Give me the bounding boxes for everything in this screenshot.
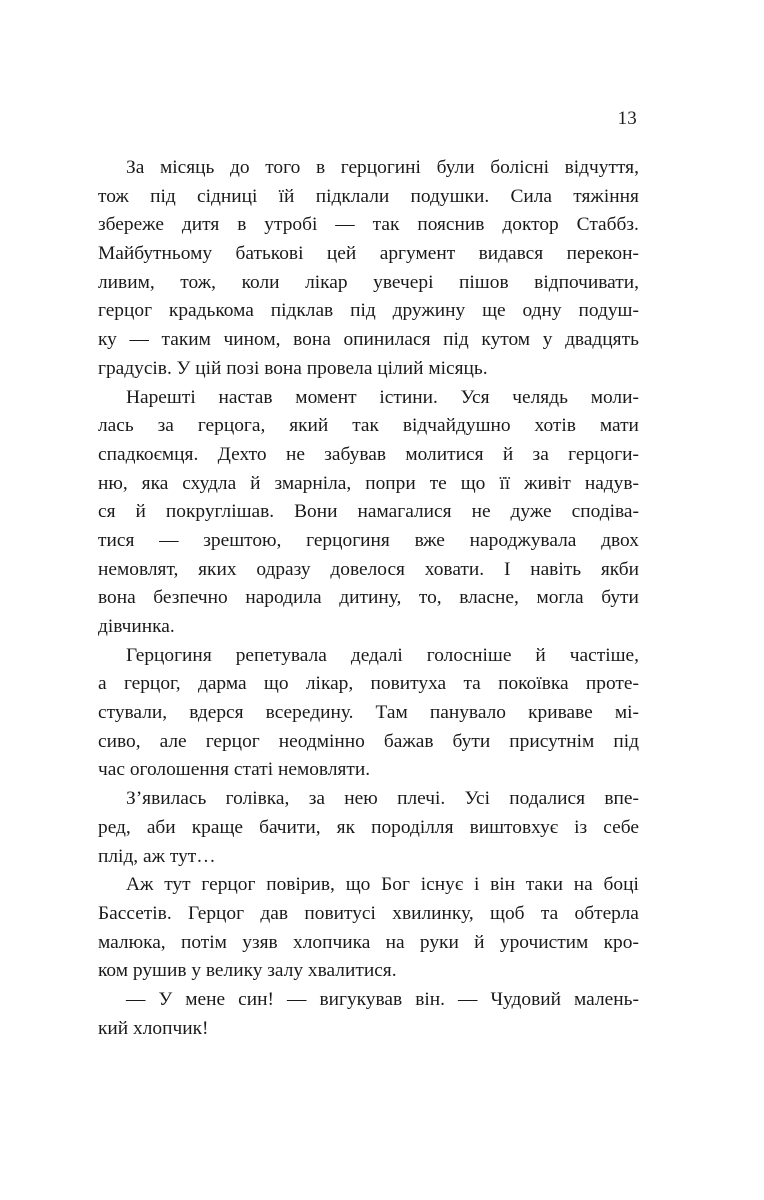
text-line: ред, аби краще бачити, як породілля виштовхує із себе	[98, 816, 639, 838]
text-line: Майбутньому батькові цей аргумент видався перекон-	[98, 243, 639, 265]
text-line: ню, яка схудла й змарніла, попри те що її живіт надув-	[98, 472, 639, 494]
text-line: Аж тут герцог повірив, що Бог існує і він таки на боці	[126, 874, 639, 896]
text-line: кий хлопчик!	[98, 1017, 209, 1039]
text-line: дівчинка.	[98, 616, 175, 637]
text-line: — У мене син! — вигукував він. — Чудовий малень-	[126, 988, 639, 1010]
text-line: Герцогиня репетувала дедалі голосніше й частіше,	[126, 644, 639, 666]
text-line: ком рушив у велику залу хвалитися.	[98, 960, 397, 982]
paragraph	[98, 384, 639, 642]
paragraph	[98, 785, 639, 871]
text-line: немовлят, яких одразу довелося ховати. І навіть якби	[98, 558, 639, 580]
text-line: Нарешті настав момент істини. Уся челядь моли-	[126, 386, 639, 408]
text-line: герцог крадькома підклав під дружину ще одну подуш-	[98, 300, 639, 322]
text-line: лась за герцога, який так відчайдушно хотів мати	[98, 415, 639, 437]
text-line: Бассетів. Герцог дав повитусі хвилинку, щоб та обтерла	[98, 902, 639, 924]
text-line: ся й покруглішав. Вони намагалися не дуже сподіва-	[98, 501, 639, 523]
text-line: ку — таким чином, вона опинилася під кутом у двадцять	[98, 329, 639, 351]
text-line: час оголошення статі немовляти.	[98, 759, 371, 781]
paragraph	[98, 871, 639, 986]
body-text-block	[98, 154, 639, 1043]
text-line: вона безпечно народила дитину, то, власне, могла бути	[98, 587, 639, 609]
text-line: градусів. У цій позі вона провела цілий місяць.	[98, 357, 488, 379]
text-line: а герцог, дарма що лікар, повитуха та покоївка проте-	[98, 673, 639, 695]
text-line: тися — зрештою, герцогиня вже народжувала двох	[98, 529, 639, 551]
paragraph	[98, 986, 639, 1043]
text-line: плід, аж тут…	[98, 845, 216, 867]
text-line: спадкоємця. Дехто не забував молитися й за герцоги-	[98, 443, 639, 465]
page-number: 13	[617, 108, 637, 129]
text-line: За місяць до того в герцогині були болісні відчуття,	[126, 157, 639, 178]
text-line: тож під сідниці їй підклали подушки. Сила тяжіння	[98, 185, 639, 207]
paragraph	[98, 154, 639, 384]
text-line: ливим, тож, коли лікар увечері пішов відпочивати,	[98, 271, 639, 293]
text-line: сиво, але герцог неодмінно бажав бути присутнім під	[98, 730, 639, 752]
text-line: малюка, потім узяв хлопчика на руки й урочистим кро-	[98, 931, 639, 953]
text-line: збереже дитя в утробі — так пояснив доктор Стаббз.	[98, 214, 639, 236]
text-line: З’явилась голівка, за нею плечі. Усі подалися впе-	[126, 788, 639, 810]
paragraph	[98, 642, 639, 785]
text-line: стували, вдерся всередину. Там панувало криваве мі-	[98, 702, 639, 724]
